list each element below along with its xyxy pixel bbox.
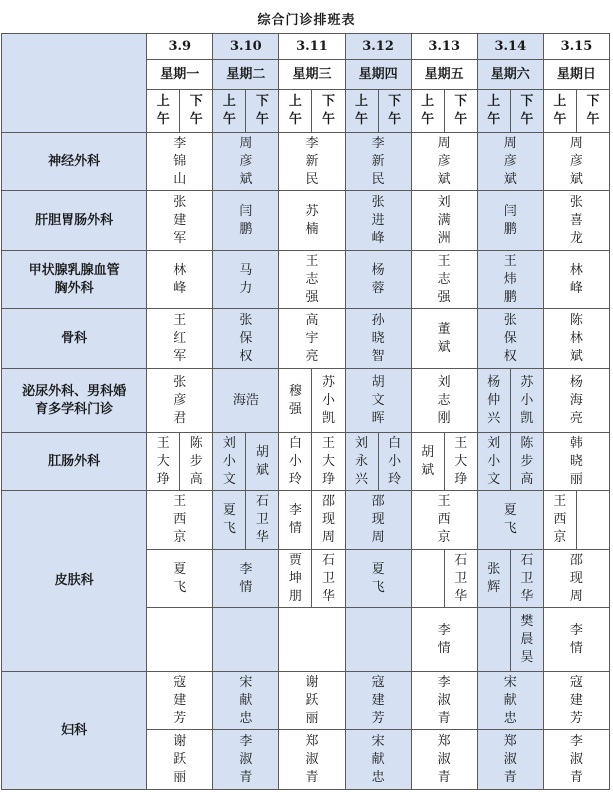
pm-header: 下午 xyxy=(576,90,609,133)
doctor-cell: 孙晓智 xyxy=(345,309,411,369)
doctor-cell: 陈步高 xyxy=(510,433,543,491)
am-header: 上午 xyxy=(543,90,576,133)
doctor-cell: 夏飞 xyxy=(477,491,543,550)
doctor-cell: 杨仲兴 xyxy=(477,369,510,433)
doctor-cell: 宋献忠 xyxy=(213,672,279,730)
doctor-cell xyxy=(411,550,444,608)
doctor-cell: 王志强 xyxy=(411,251,477,309)
doctor-cell: 石卫华 xyxy=(510,550,543,608)
doctor-cell: 张彦君 xyxy=(147,369,213,433)
doctor-cell: 王大琤 xyxy=(444,433,477,491)
doctor-cell: 李情 xyxy=(279,491,312,550)
doctor-cell: 王志强 xyxy=(279,251,345,309)
dept-label: 肛肠外科 xyxy=(2,433,147,491)
doctor-cell: 穆强 xyxy=(279,369,312,433)
pm-header: 下午 xyxy=(378,90,411,133)
doctor-cell: 李锦山 xyxy=(147,133,213,191)
corner-cell xyxy=(2,34,147,133)
weekday-header: 星期一 xyxy=(147,60,213,90)
doctor-cell: 夏飞 xyxy=(345,550,411,608)
page-title: 综合门诊排班表 xyxy=(257,13,356,28)
doctor-cell: 王大琤 xyxy=(147,433,180,491)
doctor-cell: 寇建芳 xyxy=(147,672,213,730)
doctor-cell: 李新民 xyxy=(345,133,411,191)
doctor-cell: 宋献忠 xyxy=(477,672,543,730)
date-header: 3.13 xyxy=(411,34,477,60)
am-header: 上午 xyxy=(411,90,444,133)
doctor-cell: 贾坤朋 xyxy=(279,550,312,608)
dept-label: 妇科 xyxy=(2,672,147,790)
doctor-cell: 李淑青 xyxy=(411,672,477,730)
doctor-cell: 王西京 xyxy=(147,491,213,550)
doctor-cell: 李情 xyxy=(213,550,279,608)
doctor-cell: 邵现周 xyxy=(312,491,345,550)
dept-label: 神经外科 xyxy=(2,133,147,191)
doctor-cell xyxy=(213,608,279,672)
doctor-cell: 刘小文 xyxy=(477,433,510,491)
doctor-cell: 白小玲 xyxy=(378,433,411,491)
doctor-cell: 张保权 xyxy=(477,309,543,369)
doctor-cell: 寇建芳 xyxy=(345,672,411,730)
doctor-cell xyxy=(576,491,609,550)
doctor-cell: 苏小凯 xyxy=(312,369,345,433)
dept-row-ortho xyxy=(2,309,610,369)
dept-row-anorectal xyxy=(2,433,610,491)
doctor-cell: 周彦斌 xyxy=(411,133,477,191)
weekday-header: 星期日 xyxy=(543,60,609,90)
doctor-cell: 周彦斌 xyxy=(213,133,279,191)
weekday-header: 星期四 xyxy=(345,60,411,90)
doctor-cell: 张保权 xyxy=(213,309,279,369)
pm-header: 下午 xyxy=(510,90,543,133)
doctor-cell: 谢跃丽 xyxy=(147,730,213,790)
doctor-cell: 郑淑青 xyxy=(411,730,477,790)
doctor-cell: 谢跃丽 xyxy=(279,672,345,730)
pm-header: 下午 xyxy=(444,90,477,133)
doctor-cell: 李新民 xyxy=(279,133,345,191)
doctor-cell: 刘永兴 xyxy=(345,433,378,491)
doctor-cell: 郑淑青 xyxy=(477,730,543,790)
dept-label: 肝胆胃肠外科 xyxy=(2,191,147,251)
doctor-cell: 胡斌 xyxy=(411,433,444,491)
doctor-cell: 韩晓丽 xyxy=(543,433,609,491)
doctor-cell: 邵现周 xyxy=(543,550,609,608)
doctor-cell: 张辉 xyxy=(477,550,510,608)
dept-label: 甲状腺乳腺血管胸外科 xyxy=(2,251,147,309)
weekday-header: 星期二 xyxy=(213,60,279,90)
doctor-cell: 李淑青 xyxy=(543,730,609,790)
weekday-header: 星期五 xyxy=(411,60,477,90)
dept-label: 皮肤科 xyxy=(2,491,147,672)
doctor-cell: 马力 xyxy=(213,251,279,309)
dept-label: 泌尿外科、男科婚育多学科门诊 xyxy=(2,369,147,433)
doctor-cell xyxy=(477,608,510,672)
am-header: 上午 xyxy=(345,90,378,133)
doctor-cell: 高宇亮 xyxy=(279,309,345,369)
doctor-cell: 李淑青 xyxy=(213,730,279,790)
date-header-row xyxy=(2,34,610,60)
am-header: 上午 xyxy=(279,90,312,133)
doctor-cell: 苏楠 xyxy=(279,191,345,251)
doctor-cell: 夏飞 xyxy=(147,550,213,608)
doctor-cell: 周彦斌 xyxy=(543,133,609,191)
doctor-cell: 刘小文 xyxy=(213,433,246,491)
doctor-cell: 石卫华 xyxy=(246,491,279,550)
pm-header: 下午 xyxy=(180,90,213,133)
date-header: 3.11 xyxy=(279,34,345,60)
date-header: 3.14 xyxy=(477,34,543,60)
doctor-cell: 闫鹏 xyxy=(213,191,279,251)
doctor-cell: 海浩 xyxy=(213,369,279,433)
doctor-cell: 李情 xyxy=(543,608,609,672)
doctor-cell: 王西京 xyxy=(411,491,477,550)
doctor-cell: 王大琤 xyxy=(312,433,345,491)
doctor-cell: 石卫华 xyxy=(444,550,477,608)
doctor-cell: 林峰 xyxy=(543,251,609,309)
doctor-cell: 刘满洲 xyxy=(411,191,477,251)
doctor-cell: 宋献忠 xyxy=(345,730,411,790)
doctor-cell: 胡斌 xyxy=(246,433,279,491)
doctor-cell: 樊晨昊 xyxy=(510,608,543,672)
date-header: 3.9 xyxy=(147,34,213,60)
dept-row-hepato xyxy=(2,191,610,251)
doctor-cell: 林峰 xyxy=(147,251,213,309)
doctor-cell: 张建军 xyxy=(147,191,213,251)
doctor-cell: 石卫华 xyxy=(312,550,345,608)
doctor-cell xyxy=(345,608,411,672)
am-header: 上午 xyxy=(477,90,510,133)
pm-header: 下午 xyxy=(246,90,279,133)
doctor-cell: 邵现周 xyxy=(345,491,411,550)
doctor-cell: 陈林斌 xyxy=(543,309,609,369)
doctor-cell: 王炜鹏 xyxy=(477,251,543,309)
doctor-cell: 王红军 xyxy=(147,309,213,369)
date-header: 3.10 xyxy=(213,34,279,60)
doctor-cell: 夏飞 xyxy=(213,491,246,550)
am-header: 上午 xyxy=(213,90,246,133)
am-header: 上午 xyxy=(147,90,180,133)
doctor-cell: 闫鹏 xyxy=(477,191,543,251)
doctor-cell: 胡文晖 xyxy=(345,369,411,433)
doctor-cell: 周彦斌 xyxy=(477,133,543,191)
dept-row-thyroid xyxy=(2,251,610,309)
schedule-table xyxy=(1,33,610,790)
doctor-cell: 陈步高 xyxy=(180,433,213,491)
dept-row-derm-1 xyxy=(2,491,610,550)
doctor-cell: 刘志刚 xyxy=(411,369,477,433)
date-header: 3.15 xyxy=(543,34,609,60)
doctor-cell: 张进峰 xyxy=(345,191,411,251)
dept-label: 骨科 xyxy=(2,309,147,369)
dept-row-gyn-1 xyxy=(2,672,610,730)
doctor-cell: 杨海亮 xyxy=(543,369,609,433)
doctor-cell: 白小玲 xyxy=(279,433,312,491)
doctor-cell: 郑淑青 xyxy=(279,730,345,790)
doctor-cell xyxy=(147,608,213,672)
weekday-header: 星期六 xyxy=(477,60,543,90)
doctor-cell xyxy=(279,608,345,672)
weekday-header: 星期三 xyxy=(279,60,345,90)
dept-row-uro xyxy=(2,369,610,433)
date-header: 3.12 xyxy=(345,34,411,60)
doctor-cell: 苏小凯 xyxy=(510,369,543,433)
doctor-cell: 寇建芳 xyxy=(543,672,609,730)
dept-row-neuro xyxy=(2,133,610,191)
doctor-cell: 王西京 xyxy=(543,491,576,550)
doctor-cell: 李情 xyxy=(411,608,477,672)
pm-header: 下午 xyxy=(312,90,345,133)
doctor-cell: 杨蓉 xyxy=(345,251,411,309)
doctor-cell: 张喜龙 xyxy=(543,191,609,251)
doctor-cell: 董斌 xyxy=(411,309,477,369)
